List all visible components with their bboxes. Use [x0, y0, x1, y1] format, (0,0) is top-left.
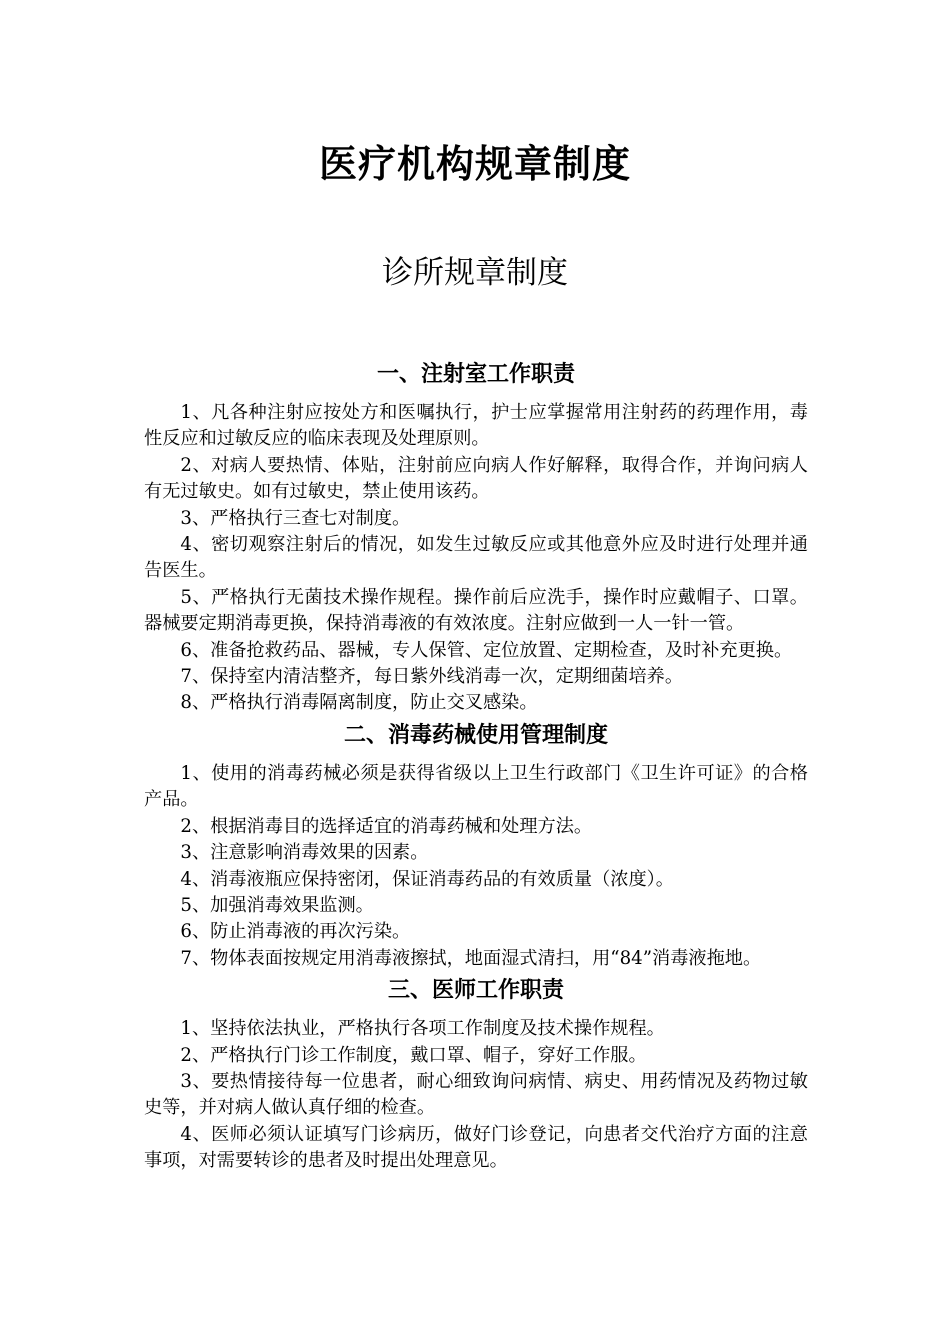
document-subtitle: 诊所规章制度 — [382, 255, 568, 291]
document-body — [144, 360, 808, 1179]
document-title: 医疗机构规章制度 — [318, 141, 631, 186]
paragraph: 6、防止消毒液的再次污染。 — [180, 921, 411, 943]
paragraph: 4、密切观察注射后的情况，如发生过敏反应或其他意外应及时进行处理并通告医生。 — [144, 534, 808, 582]
section-injection-room — [144, 360, 808, 717]
paragraph: 6、准备抢救药品、器械，专人保管、定位放置、定期检查，及时补充更换。 — [180, 639, 793, 661]
section-heading: 二、消毒药械使用管理制度 — [343, 722, 608, 748]
paragraph: 4、医师必须认证填写门诊病历，做好门诊登记，向患者交代治疗方面的注意事项，对需要转诊的患者及时提出处理意见。 — [144, 1123, 808, 1172]
paragraph: 4、消毒液瓶应保持密闭，保证消毒药品的有效质量（浓度）。 — [180, 868, 674, 890]
paragraph: 1、坚持依法执业，严格执行各项工作制度及技术操作规程。 — [180, 1018, 665, 1040]
section-heading: 一、注射室工作职责 — [376, 362, 575, 387]
paragraph: 8、严格执行消毒隔离制度，防止交叉感染。 — [180, 692, 538, 714]
paragraph: 3、注意影响消毒效果的因素。 — [180, 842, 429, 864]
paragraph: 5、加强消毒效果监测。 — [180, 894, 374, 916]
paragraph: 1、凡各种注射应按处方和医嘱执行，护士应掌握常用注射药的药理作用，毒性反应和过敏反应的临床表现及处理原则。 — [144, 402, 808, 450]
paragraph: 2、根据消毒目的选择适宜的消毒药械和处理方法。 — [180, 815, 593, 837]
paragraph: 3、要热情接待每一位患者，耐心细致询问病情、病史、用药情况及药物过敏史等，并对病人做认真仔细的检查。 — [144, 1070, 808, 1119]
section-physician-duties — [144, 976, 808, 1174]
paragraph: 3、严格执行三查七对制度。 — [180, 507, 411, 529]
paragraph: 1、使用的消毒药械必须是获得省级以上卫生行政部门《卫生许可证》的合格产品。 — [144, 762, 808, 811]
paragraph: 5、严格执行无菌技术操作规程。操作前后应洗手，操作时应戴帽子、口罩。器械要定期消毒更换，保持消毒液的有效浓度。注射应做到一人一针一管。 — [144, 586, 808, 635]
paragraph: 2、对病人要热情、体贴，注射前应向病人作好解释，取得合作，并询问病人有无过敏史。如有过敏史，禁止使用该药。 — [144, 454, 808, 503]
paragraph: 7、物体表面按规定用消毒液擦拭，地面湿式清扫，用“84”消毒液拖地。 — [180, 947, 762, 969]
section-heading: 三、医师工作职责 — [387, 978, 564, 1004]
section-disinfection — [144, 721, 808, 972]
paragraph: 2、严格执行门诊工作制度，戴口罩、帽子，穿好工作服。 — [180, 1044, 647, 1066]
paragraph: 7、保持室内清洁整齐，每日紫外线消毒一次，定期细菌培养。 — [180, 666, 684, 688]
